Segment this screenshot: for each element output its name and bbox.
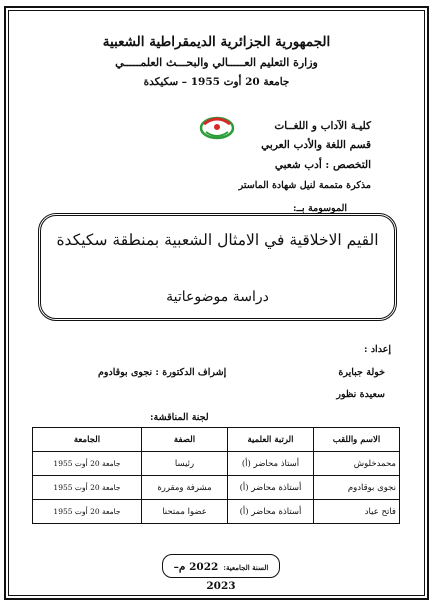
column-header-name: الاسم واللقب [314, 428, 400, 452]
committee-label: لجنة المناقشة: [150, 412, 209, 423]
university-logo [198, 112, 236, 142]
column-header-role: الصفة [142, 428, 228, 452]
student-name: خولة جبايرة [338, 367, 385, 378]
faculty-name: كليـة الآداب و اللغــات [274, 120, 371, 132]
jury-table [32, 427, 400, 524]
table-row [33, 476, 400, 500]
jury-university: جامعة 20 أوت 1955 [33, 476, 142, 500]
specialty-name: التخصص : أدب شعبي [274, 159, 371, 171]
table-row [33, 500, 400, 524]
jury-university: جامعة 20 أوت 1955 [33, 500, 142, 524]
jury-rank: أستاذة محاضر (أ) [228, 476, 314, 500]
jury-name: محمدخلوش [314, 452, 400, 476]
jury-rank: أستاذة محاضر (أ) [228, 500, 314, 524]
column-header-rank: الرتبة العلمية [228, 428, 314, 452]
jury-university: جامعة 20 أوت 1955 [33, 452, 142, 476]
memo-purpose: مذكرة متممة لنيل شهادة الماستر [238, 180, 371, 191]
jury-role: مشرفة ومقررة [142, 476, 228, 500]
jury-name: نجوى بوقادوم [314, 476, 400, 500]
jury-role: رئيسا [142, 452, 228, 476]
table-row [33, 452, 400, 476]
entitled-label: الموسومة بــ: [292, 203, 347, 214]
ministry-heading: وزارة التعليم العـــــالي والبحـــث العلمـــــي [115, 56, 318, 69]
column-header-university: الجامعة [33, 428, 142, 452]
department-name: قسم اللغة والأدب العربي [261, 139, 371, 151]
republic-heading: الجمهورية الجزائرية الديمقراطية الشعبية [102, 34, 331, 50]
academic-year-box [162, 554, 280, 592]
prepared-by-label: إعداد : [364, 344, 391, 355]
jury-header-row [33, 428, 400, 452]
thesis-subtitle: دراسة موضوعاتية [166, 289, 269, 305]
university-heading: جامعة 20 أوت 1955 – سكيكدة [143, 76, 290, 88]
thesis-title: القيم الاخلاقية في الامثال الشعبية بمنطقة سكيكدة [56, 231, 379, 249]
student-name: سعيدة نظور [336, 389, 385, 400]
academic-year-value: 2022 م–2023 [173, 561, 236, 592]
jury-rank: أستاذ محاضر (أ) [228, 452, 314, 476]
jury-name: فاتح عياد [314, 500, 400, 524]
academic-year-label: السنة الجامعية: [223, 563, 269, 572]
jury-role: عضوا ممتحنا [142, 500, 228, 524]
supervisor-line: إشراف الدكتورة : نجوى بوقادوم [98, 367, 227, 378]
